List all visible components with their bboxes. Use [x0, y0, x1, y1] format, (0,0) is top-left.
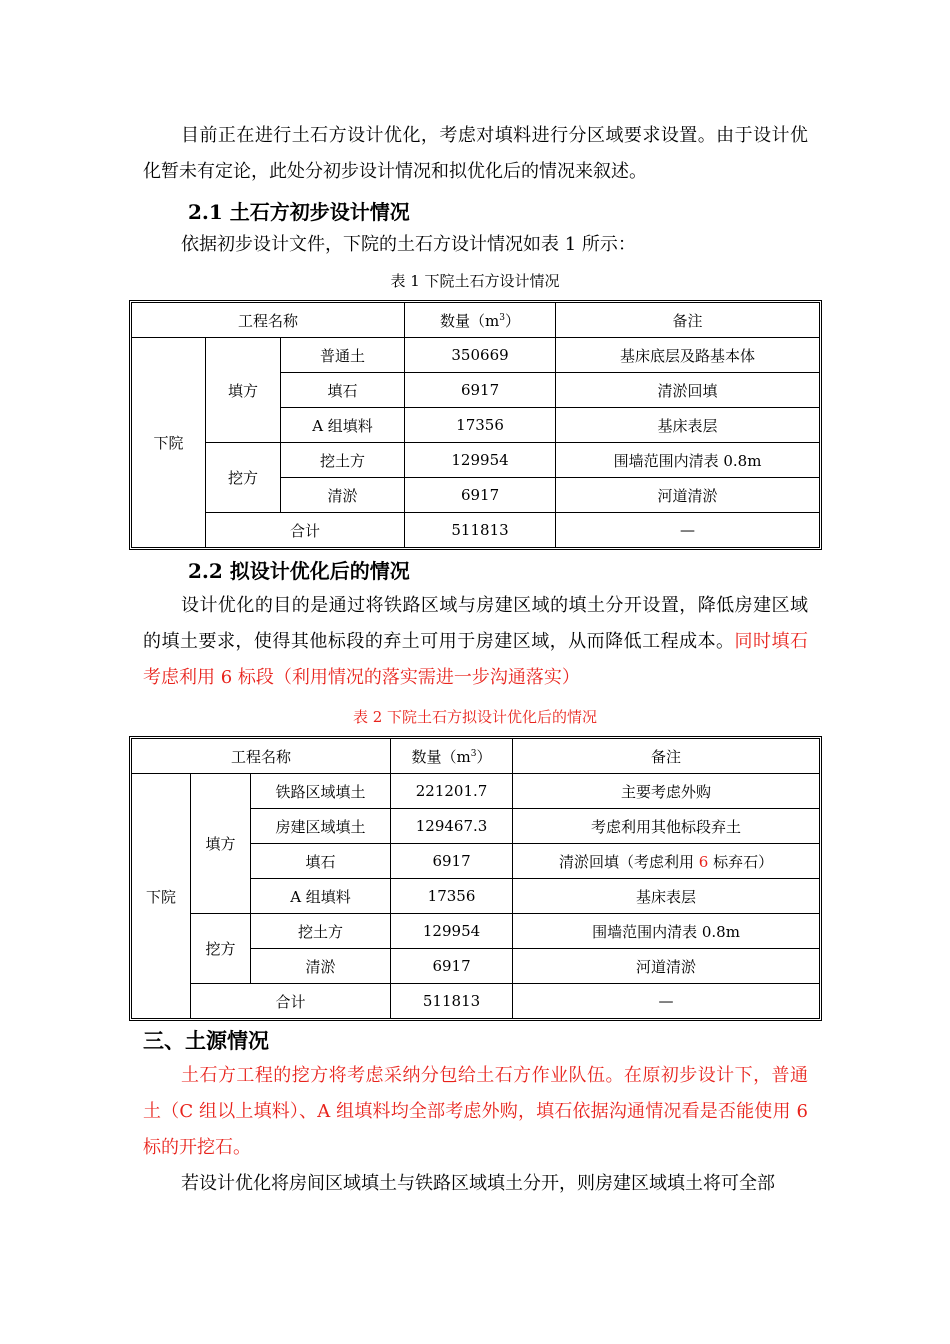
- cut-group-cell: 挖方: [191, 914, 251, 984]
- note-cell: 考虑利用其他标段弃土: [513, 809, 820, 844]
- table-row: [132, 914, 820, 949]
- qty-cell: 221201.7: [391, 774, 513, 809]
- table-total-row: [132, 984, 820, 1019]
- area-cell: 下院: [132, 338, 206, 548]
- header-note: 备注: [556, 303, 820, 338]
- section-2-1-heading: 2.1 土石方初步设计情况: [188, 200, 410, 224]
- item-cell: 挖土方: [251, 914, 391, 949]
- note-cell: 围墙范围内清表 0.8m: [556, 443, 820, 478]
- total-label: 合计: [206, 513, 405, 548]
- note-cell: 主要考虑外购: [513, 774, 820, 809]
- item-cell: A 组填料: [281, 408, 405, 443]
- note-cell: 清淤回填: [556, 373, 820, 408]
- item-cell: 清淤: [251, 949, 391, 984]
- section-3-emphasis-paragraph: 土石方工程的挖方将考虑采纳分包给土石方作业队伍。在原初步设计下，普通土（C 组以上填料）、A 组填料均全部考虑外购，填石依据沟通情况看是否能使用 6 标的开挖石。: [143, 1065, 808, 1158]
- qty-cell: 6917: [405, 373, 556, 408]
- cut-group-cell: 挖方: [206, 443, 281, 513]
- fill-group-cell: 填方: [191, 774, 251, 914]
- item-cell: 铁路区域填土: [251, 774, 391, 809]
- table-row: [132, 774, 820, 809]
- item-cell: A 组填料: [251, 879, 391, 914]
- table-1: [131, 302, 820, 548]
- section-2-2-heading: 2.2 拟设计优化后的情况: [188, 559, 410, 583]
- note-cell: 基床表层: [513, 879, 820, 914]
- item-cell: 普通土: [281, 338, 405, 373]
- table-header-row: [132, 739, 820, 774]
- qty-cell: 6917: [391, 949, 513, 984]
- section-2-2-paragraph: 设计优化的目的是通过将铁路区域与房建区域的填土分开设置，降低房建区域的填土要求，使得其他标段的弃土可用于房建区域，从而降低工程成本。同时填石考虑利用 6 标段（利用情况的落实需进一步沟通落实）: [143, 595, 809, 688]
- table-row: [132, 338, 820, 373]
- table-total-row: [132, 513, 820, 548]
- section-2-2-emphasis: 同时填石考虑利用 6 标段（利用情况的落实需进一步沟通落实）: [143, 631, 809, 688]
- note-cell: 围墙范围内清表 0.8m: [513, 914, 820, 949]
- item-cell: 房建区域填土: [251, 809, 391, 844]
- item-cell: 挖土方: [281, 443, 405, 478]
- total-qty: 511813: [405, 513, 556, 548]
- item-cell: 填石: [251, 844, 391, 879]
- header-name: 工程名称: [132, 739, 391, 774]
- note-cell: 基床底层及路基本体: [556, 338, 820, 373]
- table-2-caption: 表 2 下院土石方拟设计优化后的情况: [352, 708, 598, 726]
- header-note: 备注: [513, 739, 820, 774]
- note-cell: 河道清淤: [513, 949, 820, 984]
- item-cell: 填石: [281, 373, 405, 408]
- intro-paragraph: 目前正在进行土石方设计优化，考虑对填料进行分区域要求设置。由于设计优化暂未有定论，此处分初步设计情况和拟优化后的情况来叙述。: [143, 125, 808, 182]
- qty-cell: 129954: [391, 914, 513, 949]
- fill-group-cell: 填方: [206, 338, 281, 443]
- table-header-row: [132, 303, 820, 338]
- qty-cell: 17356: [391, 879, 513, 914]
- qty-cell: 6917: [405, 478, 556, 513]
- total-note: —: [513, 984, 820, 1019]
- item-cell: 清淤: [281, 478, 405, 513]
- qty-cell: 6917: [391, 844, 513, 879]
- table-2: [131, 738, 820, 1019]
- table-row: [132, 443, 820, 478]
- total-qty: 511813: [391, 984, 513, 1019]
- header-qty: 数量$(m^3)$: [391, 739, 513, 774]
- area-cell: 下院: [132, 774, 191, 1019]
- section-2-1-paragraph: 依据初步设计文件，下院的土石方设计情况如表 1 所示：: [181, 234, 636, 255]
- qty-cell: 129467.3: [391, 809, 513, 844]
- qty-cell: 17356: [405, 408, 556, 443]
- section-3-paragraph: 若设计优化将房间区域填土与铁路区域填土分开，则房建区域填土将可全部: [181, 1173, 775, 1194]
- header-name: 工程名称: [132, 303, 405, 338]
- note-cell: 基床表层: [556, 408, 820, 443]
- header-qty: 数量$(m^3)$: [405, 303, 556, 338]
- table-1-caption: 表 1 下院土石方设计情况: [390, 272, 560, 290]
- qty-cell: 129954: [405, 443, 556, 478]
- section-3-heading: 三、土源情况: [143, 1028, 269, 1053]
- total-label: 合计: [191, 984, 391, 1019]
- note-cell: 河道清淤: [556, 478, 820, 513]
- note-cell: 清淤回填（考虑利用 6 标弃石）: [513, 844, 820, 879]
- total-note: —: [556, 513, 820, 548]
- qty-cell: 350669: [405, 338, 556, 373]
